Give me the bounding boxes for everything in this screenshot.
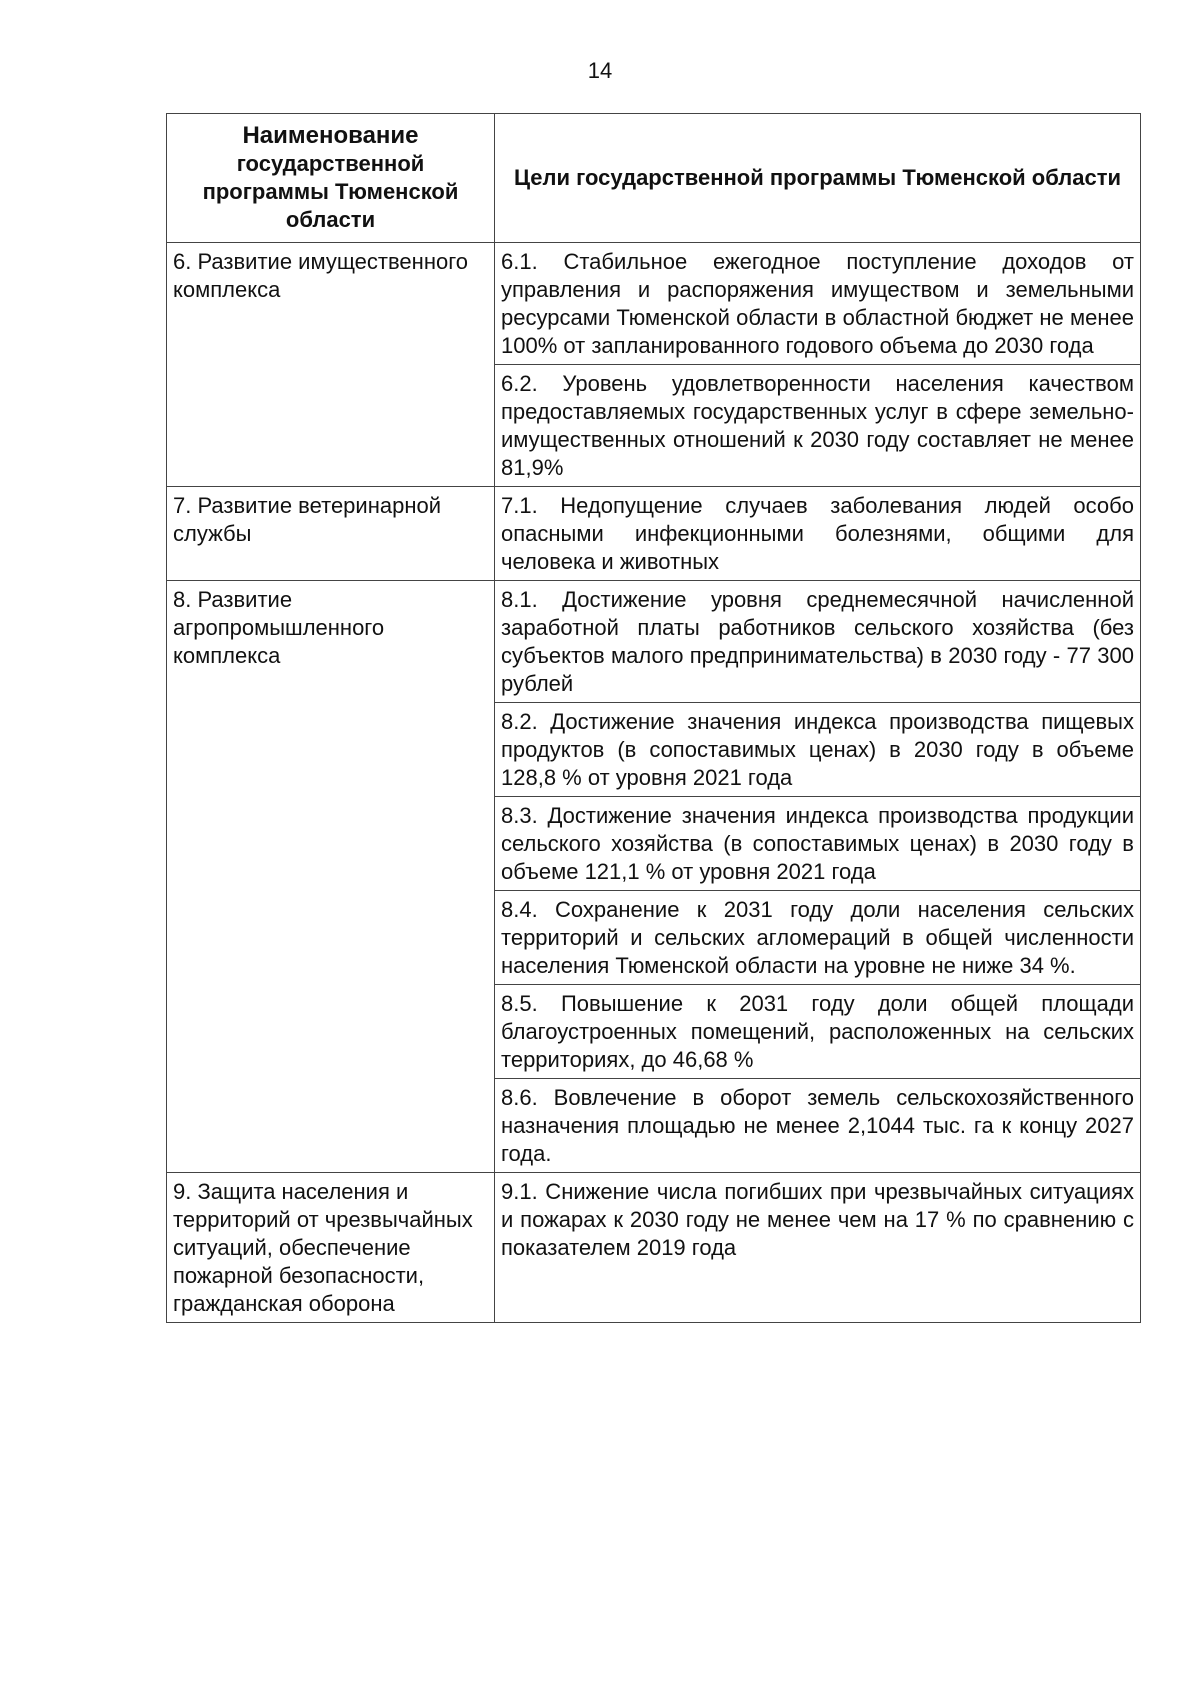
program-name-cell: 7. Развитие ветеринарной службы	[167, 487, 495, 581]
header-program-name	[167, 114, 495, 243]
program-name-cell: 9. Защита населения и территорий от чрезвычайных ситуаций, обеспечение пожарной безопасности, гражданская оборона	[167, 1173, 495, 1323]
header-row	[167, 114, 1141, 243]
goal-cell: 8.5. Повышение к 2031 году доли общей площади благоустроенных помещений, расположенных на сельских территориях, до 46,68 %	[495, 985, 1141, 1079]
goal-cell: 6.1. Стабильное ежегодное поступление доходов от управления и распоряжения имуществом и земельными ресурсами Тюменской области в областной бюджет не менее 100% от запланированного годового объема до 2030 года	[495, 243, 1141, 365]
goal-cell: 8.6. Вовлечение в оборот земель сельскохозяйственного назначения площадью не менее 2,1044 тыс. га к концу 2027 года.	[495, 1079, 1141, 1173]
header-program-name-rest: государственной программы Тюменской области	[202, 151, 459, 232]
table-row	[167, 243, 1141, 365]
table-row	[167, 487, 1141, 581]
goal-cell: 8.4. Сохранение к 2031 году доли населения сельских территорий и сельских агломераций в общей численности населения Тюменской области на уровне не ниже 34 %.	[495, 891, 1141, 985]
goal-cell: 8.3. Достижение значения индекса производства продукции сельского хозяйства (в сопоставимых ценах) в 2030 году в объеме 121,1 % от уровня 2021 года	[495, 797, 1141, 891]
header-program-goals: Цели государственной программы Тюменской области	[495, 114, 1141, 243]
program-name-cell: 6. Развитие имущественного комплекса	[167, 243, 495, 487]
program-name-cell: 8. Развитие агропромышленного комплекса	[167, 581, 495, 1173]
goal-cell: 8.2. Достижение значения индекса производства пищевых продуктов (в сопоставимых ценах) в 2030 году в объеме 128,8 % от уровня 2021 года	[495, 703, 1141, 797]
goal-cell: 9.1. Снижение числа погибших при чрезвычайных ситуациях и пожарах к 2030 году не менее чем на 17 % по сравнению с показателем 2019 года	[495, 1173, 1141, 1323]
table-row	[167, 1173, 1141, 1323]
page-number: 14	[587, 58, 613, 83]
goal-cell: 6.2. Уровень удовлетворенности населения качеством предоставляемых государственных услуг в сфере земельно-имущественных отношений к 2030 году составляет не менее 81,9%	[495, 365, 1141, 487]
goal-cell: 7.1. Недопущение случаев заболевания людей особо опасными инфекционными болезнями, общими для человека и животных	[495, 487, 1141, 581]
header-program-name-line1: Наименование	[242, 122, 419, 149]
goal-cell: 8.1. Достижение уровня среднемесячной начисленной заработной платы работников сельского хозяйства (без субъектов малого предпринимательства) в 2030 году - 77 300 рублей	[495, 581, 1141, 703]
program-goals-table	[166, 113, 1141, 1323]
table-row	[167, 581, 1141, 703]
